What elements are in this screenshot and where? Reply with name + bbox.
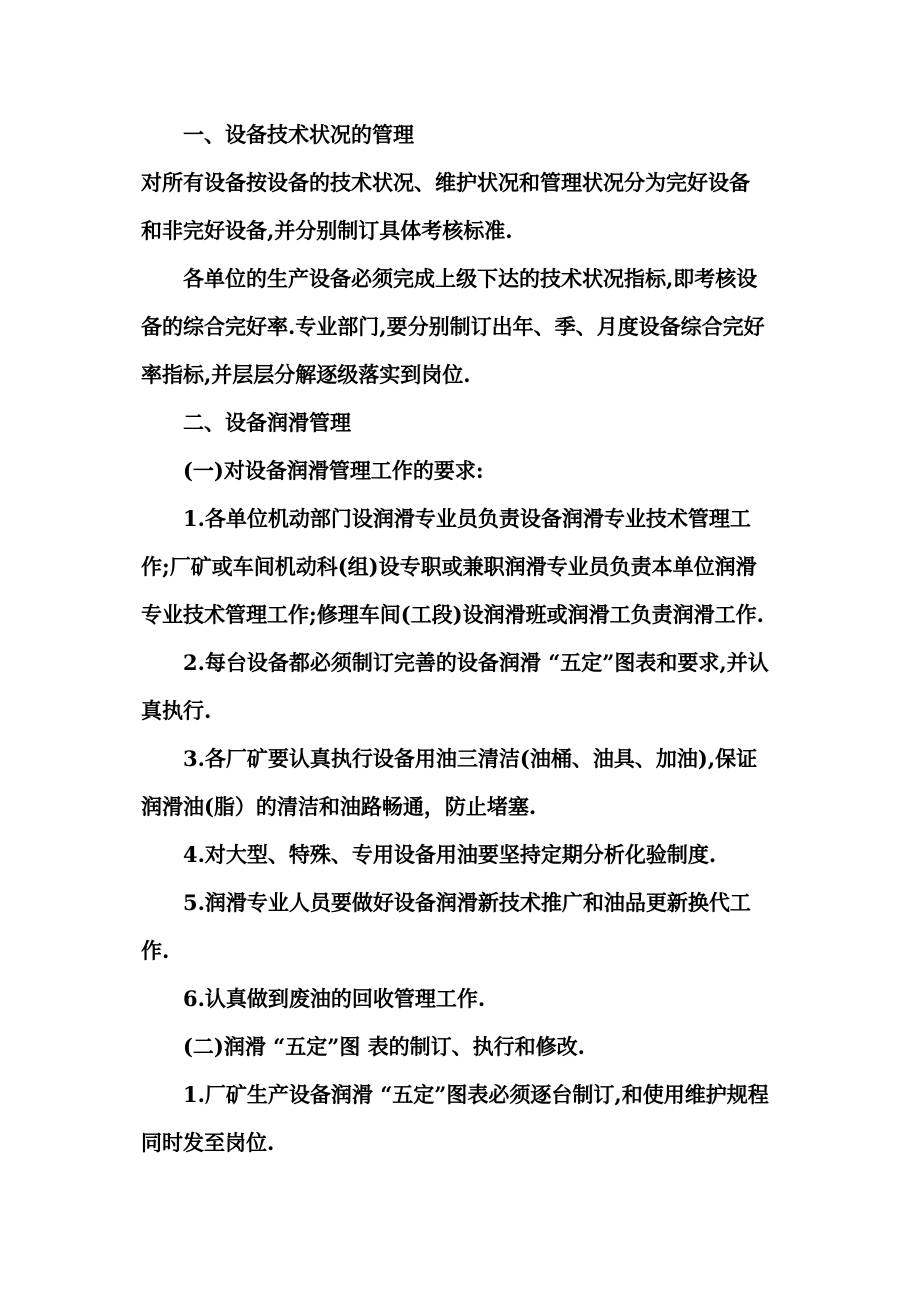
paragraph-line: 1.厂矿生产设备润滑 “五定”图表必须逐台制订,和使用维护规程 (183, 1082, 769, 1107)
paragraph-line: 各单位的生产设备必须完成上级下达的技术状况指标,即考核设 (183, 266, 758, 291)
paragraph-line: 备的综合完好率.专业部门,要分别制订出年、季、月度设备综合完好 (141, 314, 765, 339)
paragraph-line: 率指标,并层层分解逐级落实到岗位. (141, 362, 471, 387)
paragraph-line: 1.各单位机动部门设润滑专业员负责设备润滑专业技术管理工 (183, 506, 751, 531)
paragraph-line: 3.各厂矿要认真执行设备用油三清洁(油桶、油具、加油),保证 (183, 746, 758, 771)
paragraph-line: 真执行. (141, 698, 212, 723)
paragraph-line: 5.润滑专业人员要做好设备润滑新技术推广和油品更新换代工 (183, 890, 751, 915)
subsection-heading: (一)对设备润滑管理工作的要求: (183, 458, 484, 483)
paragraph-line: 对所有设备按设备的技术状况、维护状况和管理状况分为完好设备 (141, 170, 750, 195)
paragraph-line: 作;厂矿或车间机动科(组)设专职或兼职润滑专业员负责本单位润滑 (141, 554, 757, 579)
section-heading: 二、设备润滑管理 (183, 410, 351, 435)
paragraph-line: 专业技术管理工作;修理车间(工段)设润滑班或润滑工负责润滑工作. (141, 602, 764, 627)
paragraph-line: 和非完好设备,并分别制订具体考核标准. (141, 218, 513, 243)
paragraph-line: 同时发至岗位. (141, 1130, 275, 1155)
section-heading: 一、设备技术状况的管理 (183, 122, 414, 147)
paragraph-line: 4.对大型、特殊、专用设备用油要坚持定期分析化验制度. (183, 842, 717, 867)
paragraph-line: 2.每台设备都必须制订完善的设备润滑 “五定”图表和要求,并认 (183, 650, 769, 675)
paragraph-line: 润滑油(脂）的清洁和油路畅通，防止堵塞. (141, 794, 537, 819)
paragraph-line: 作. (141, 938, 170, 963)
paragraph-line: 6.认真做到废油的回收管理工作. (183, 986, 486, 1011)
subsection-heading: (二)润滑 “五定”图 表的制订、执行和修改. (183, 1034, 585, 1059)
